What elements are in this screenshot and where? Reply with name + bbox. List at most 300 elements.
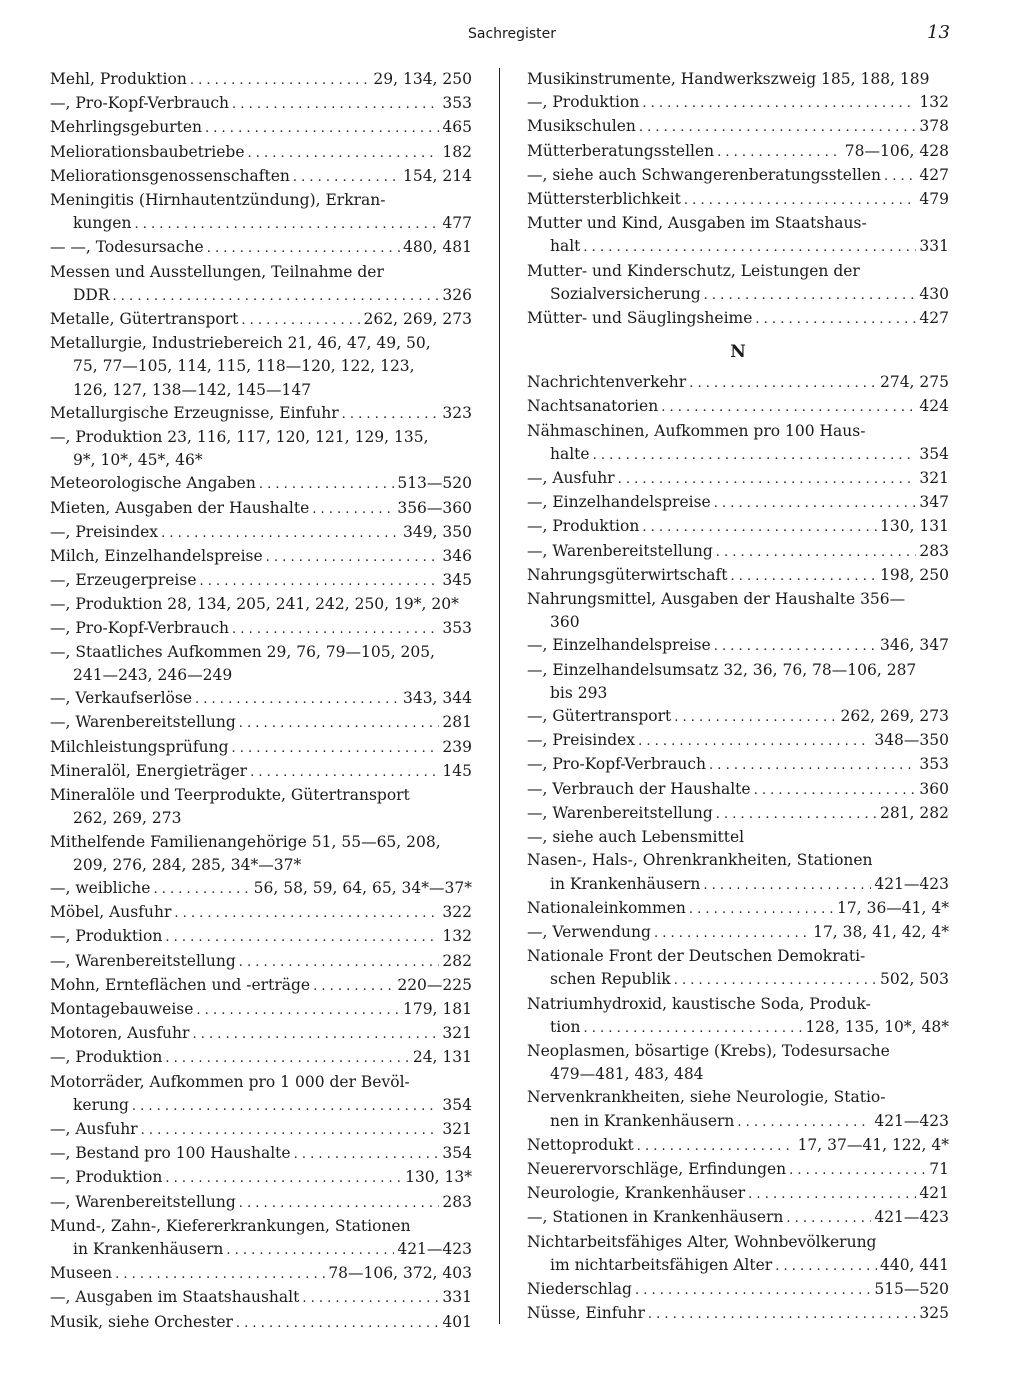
page-reference: 78—106, 372, 403 bbox=[328, 1264, 472, 1283]
leader-dots bbox=[737, 1111, 871, 1134]
index-line bbox=[527, 68, 949, 91]
leader-dots bbox=[313, 975, 394, 998]
leader-dots bbox=[134, 213, 439, 236]
index-line bbox=[527, 91, 949, 115]
index-entry bbox=[50, 760, 472, 784]
index-term: —, Warenbereitstellung bbox=[527, 803, 713, 822]
leader-dots bbox=[153, 878, 250, 901]
leader-dots bbox=[730, 565, 877, 588]
index-line bbox=[527, 371, 949, 395]
index-entry bbox=[50, 736, 472, 760]
index-term: Metallurgie, Industriebereich 21, 46, 47, 49, 50, bbox=[50, 334, 431, 353]
page-reference: 323 bbox=[442, 403, 472, 422]
index-entry bbox=[527, 634, 949, 658]
index-entry bbox=[50, 116, 472, 140]
page-reference: 401 bbox=[442, 1312, 472, 1331]
index-term: Nationale Front der Deutschen Demokrati- bbox=[527, 947, 866, 966]
index-line bbox=[527, 611, 949, 634]
leader-dots bbox=[132, 1095, 440, 1118]
index-entry bbox=[527, 1206, 949, 1230]
leader-dots bbox=[584, 1017, 803, 1040]
index-line bbox=[50, 877, 472, 901]
index-entry bbox=[50, 308, 472, 332]
index-term: —, Warenbereitstellung bbox=[50, 951, 236, 970]
index-line bbox=[527, 540, 949, 564]
index-line bbox=[527, 849, 949, 872]
index-line bbox=[50, 925, 472, 949]
index-term: 262, 269, 273 bbox=[73, 809, 182, 828]
index-line bbox=[50, 854, 472, 877]
leader-dots bbox=[165, 926, 439, 949]
page-reference: 17, 37—41, 122, 4* bbox=[797, 1135, 949, 1154]
index-entry bbox=[50, 68, 472, 92]
index-line bbox=[527, 778, 949, 802]
leader-dots bbox=[294, 1143, 440, 1166]
index-term: Nachrichtenverkehr bbox=[527, 373, 687, 392]
index-entry bbox=[50, 593, 472, 616]
page-reference: 354 bbox=[442, 1095, 472, 1114]
leader-dots bbox=[266, 546, 440, 569]
index-term: 9*, 10*, 45*, 46* bbox=[73, 451, 203, 470]
index-entry bbox=[527, 188, 949, 212]
page-reference: 424 bbox=[919, 397, 949, 416]
index-entry bbox=[50, 1142, 472, 1166]
leader-dots bbox=[618, 468, 917, 491]
index-line bbox=[527, 897, 949, 921]
index-entry bbox=[50, 950, 472, 974]
index-term: schen Republik bbox=[550, 970, 671, 989]
index-term: —, Gütertransport bbox=[527, 707, 672, 726]
index-entry bbox=[50, 1215, 472, 1262]
page-reference: 515—520 bbox=[874, 1279, 949, 1298]
page-reference: 348—350 bbox=[874, 731, 949, 750]
index-term: Meningitis (Hirnhautentzündung), Erkran- bbox=[50, 191, 386, 210]
leader-dots bbox=[642, 92, 916, 115]
index-line bbox=[527, 1040, 949, 1063]
leader-dots bbox=[789, 1159, 926, 1182]
index-entry bbox=[527, 849, 949, 896]
leader-dots bbox=[232, 737, 440, 760]
leader-dots bbox=[239, 951, 440, 974]
page-reference: 239 bbox=[442, 737, 472, 756]
index-term: Milch, Einzelhandelspreise bbox=[50, 547, 263, 566]
page-reference: 132 bbox=[442, 927, 472, 946]
leader-dots bbox=[232, 618, 439, 641]
index-line bbox=[527, 564, 949, 588]
page-reference: 378 bbox=[919, 117, 949, 136]
page-header bbox=[0, 22, 1024, 46]
index-term: Montagebauweise bbox=[50, 999, 194, 1018]
leader-dots bbox=[637, 1135, 795, 1158]
index-column-right bbox=[527, 68, 949, 1326]
index-term: Nettoprodukt bbox=[527, 1135, 634, 1154]
leader-dots bbox=[207, 237, 400, 260]
index-entry bbox=[527, 1231, 949, 1278]
running-title: Sachregister bbox=[467, 26, 557, 42]
index-line bbox=[50, 807, 472, 830]
page-reference: 360 bbox=[919, 779, 949, 798]
index-entry bbox=[527, 897, 949, 921]
index-term: Nichtarbeitsfähiges Alter, Wohnbevölkerung bbox=[527, 1232, 877, 1251]
index-line bbox=[527, 420, 949, 443]
index-term: —, Erzeugerpreise bbox=[50, 571, 197, 590]
index-entry bbox=[527, 515, 949, 539]
index-column-left bbox=[50, 68, 472, 1335]
index-line bbox=[527, 1302, 949, 1326]
page-reference: 281, 282 bbox=[879, 803, 949, 822]
page-reference: 477 bbox=[442, 214, 472, 233]
page-reference: 421—423 bbox=[397, 1239, 472, 1258]
page-reference: 502, 503 bbox=[879, 970, 949, 989]
index-line bbox=[527, 1086, 949, 1109]
index-term: Nüsse, Einfuhr bbox=[527, 1304, 645, 1323]
leader-dots bbox=[174, 902, 439, 925]
index-term: Mohn, Ernteflächen und -erträge bbox=[50, 975, 311, 994]
index-line bbox=[527, 993, 949, 1016]
leader-dots bbox=[638, 730, 871, 753]
index-line bbox=[527, 212, 949, 235]
index-entry bbox=[50, 545, 472, 569]
page-reference: 24, 131 bbox=[412, 1048, 472, 1067]
index-entry bbox=[527, 945, 949, 992]
index-line bbox=[527, 682, 949, 705]
index-term: Milchleistungsprüfung bbox=[50, 737, 229, 756]
index-line bbox=[50, 355, 472, 378]
page-reference: 346 bbox=[442, 547, 472, 566]
index-entry bbox=[527, 91, 949, 115]
index-entry bbox=[527, 1182, 949, 1206]
leader-dots bbox=[689, 898, 834, 921]
index-term: kerung bbox=[73, 1095, 129, 1114]
index-line bbox=[527, 443, 949, 467]
index-term: Metalle, Gütertransport bbox=[50, 310, 239, 329]
index-term: Neoplasmen, bösartige (Krebs), Todesursache bbox=[527, 1041, 890, 1060]
index-term: —, Staatliches Aufkommen 29, 76, 79—105, 205, bbox=[50, 642, 435, 661]
index-term: halte bbox=[550, 444, 590, 463]
index-term: Nahrungsgüterwirtschaft bbox=[527, 565, 728, 584]
index-term: —, Einzelhandelspreise bbox=[527, 493, 711, 512]
index-line bbox=[50, 116, 472, 140]
index-term: —, Stationen in Krankenhäusern bbox=[527, 1208, 784, 1227]
index-entry bbox=[50, 261, 472, 308]
index-term: —, Einzelhandelsumsatz 32, 36, 76, 78—106, 287 bbox=[527, 660, 917, 679]
index-term: —, Verwendung bbox=[527, 922, 651, 941]
index-term: 126, 127, 138—142, 145—147 bbox=[73, 380, 312, 399]
index-term: Mehrlingsgeburten bbox=[50, 118, 203, 137]
index-term: —, Ausfuhr bbox=[50, 1119, 138, 1138]
index-term: Musikschulen bbox=[527, 117, 636, 136]
index-entry bbox=[50, 974, 472, 998]
page-reference: 421 bbox=[919, 1184, 949, 1203]
index-line bbox=[527, 188, 949, 212]
index-entry bbox=[527, 395, 949, 419]
page-reference: 322 bbox=[442, 903, 472, 922]
index-term: Mutter und Kind, Ausgaben im Staatshaus- bbox=[527, 214, 867, 233]
index-line bbox=[527, 634, 949, 658]
page-reference: 182 bbox=[442, 142, 472, 161]
index-term: Musik, siehe Orchester bbox=[50, 1312, 233, 1331]
index-term: —, Ausgaben im Staatshaushalt bbox=[50, 1288, 300, 1307]
index-entry bbox=[50, 877, 472, 901]
leader-dots bbox=[259, 473, 395, 496]
index-entry bbox=[527, 778, 949, 802]
leader-dots bbox=[684, 189, 916, 212]
index-line bbox=[527, 729, 949, 753]
index-term: Mutter- und Kinderschutz, Leistungen der bbox=[527, 261, 860, 280]
index-line bbox=[527, 1182, 949, 1206]
index-term: Museen bbox=[50, 1264, 113, 1283]
index-term: Metallurgische Erzeugnisse, Einfuhr bbox=[50, 403, 339, 422]
index-line bbox=[50, 402, 472, 426]
index-term: —, Ausfuhr bbox=[527, 469, 615, 488]
leader-dots bbox=[642, 516, 877, 539]
index-term: —, Produktion 23, 116, 117, 120, 121, 129, 135, bbox=[50, 428, 429, 447]
index-entry bbox=[50, 521, 472, 545]
page-reference: 353 bbox=[442, 618, 472, 637]
page-reference: 356—360 bbox=[397, 498, 472, 517]
leader-dots bbox=[250, 761, 439, 784]
index-term: Meteorologische Angaben bbox=[50, 474, 256, 493]
leader-dots bbox=[714, 492, 917, 515]
leader-dots bbox=[704, 284, 917, 307]
index-term: Mund-, Zahn-, Kiefererkrankungen, Stationen bbox=[50, 1216, 411, 1235]
index-line bbox=[527, 659, 949, 682]
index-line bbox=[527, 802, 949, 826]
index-line bbox=[50, 641, 472, 664]
leader-dots bbox=[654, 922, 810, 945]
index-entry bbox=[50, 472, 472, 496]
index-term: Musikinstrumente, Handwerkszweig 185, 188, 189 bbox=[527, 70, 930, 88]
index-term: 241—243, 246—249 bbox=[73, 666, 233, 685]
index-term: Möbel, Ausfuhr bbox=[50, 903, 172, 922]
index-line bbox=[50, 141, 472, 165]
index-entry bbox=[50, 1071, 472, 1118]
index-line bbox=[50, 497, 472, 521]
index-line bbox=[50, 308, 472, 332]
page-reference: 421—423 bbox=[874, 1208, 949, 1227]
index-entry bbox=[50, 1022, 472, 1046]
index-line bbox=[50, 521, 472, 545]
page-reference: 353 bbox=[919, 755, 949, 774]
index-entry bbox=[50, 1166, 472, 1190]
index-entry bbox=[50, 92, 472, 116]
index-entry bbox=[50, 1262, 472, 1286]
index-term: Mieten, Ausgaben der Haushalte bbox=[50, 498, 310, 517]
index-entry bbox=[527, 140, 949, 164]
column-divider bbox=[499, 68, 500, 1324]
index-line bbox=[50, 449, 472, 472]
page-reference: 345 bbox=[442, 571, 472, 590]
index-entry bbox=[50, 426, 472, 472]
leader-dots bbox=[165, 1047, 410, 1070]
page-reference: 262, 269, 273 bbox=[363, 310, 472, 329]
page-reference: 353 bbox=[442, 94, 472, 113]
index-line bbox=[527, 945, 949, 968]
index-line bbox=[527, 826, 949, 849]
index-line bbox=[527, 1063, 949, 1086]
index-line bbox=[527, 307, 949, 331]
page-reference: 440, 441 bbox=[879, 1255, 949, 1274]
index-entry bbox=[50, 831, 472, 877]
index-entry bbox=[527, 307, 949, 331]
index-term: Motorräder, Aufkommen pro 1 000 der Bevöl- bbox=[50, 1072, 410, 1091]
index-line bbox=[527, 164, 949, 188]
index-line bbox=[50, 165, 472, 189]
index-term: in Krankenhäusern bbox=[73, 1239, 224, 1258]
index-entry bbox=[527, 921, 949, 945]
index-line bbox=[50, 332, 472, 355]
index-line bbox=[50, 736, 472, 760]
leader-dots bbox=[232, 93, 439, 116]
index-line bbox=[50, 545, 472, 569]
page-reference: 78—106, 428 bbox=[844, 141, 949, 160]
page-reference: 343, 344 bbox=[402, 689, 472, 708]
leader-dots bbox=[583, 236, 916, 259]
page-reference: 321 bbox=[442, 1024, 472, 1043]
leader-dots bbox=[312, 498, 394, 521]
page-reference: 326 bbox=[442, 285, 472, 304]
index-entry bbox=[527, 705, 949, 729]
page-reference: 346, 347 bbox=[879, 636, 949, 655]
leader-dots bbox=[239, 1192, 440, 1215]
index-term: —, Preisindex bbox=[527, 731, 636, 750]
index-term: —, Pro-Kopf-Verbrauch bbox=[527, 755, 707, 774]
index-line bbox=[527, 140, 949, 164]
index-line bbox=[527, 395, 949, 419]
index-term: Nahrungsmittel, Ausgaben der Haushalte 356— bbox=[527, 590, 906, 609]
index-entry bbox=[527, 1278, 949, 1302]
page-reference: 282 bbox=[442, 951, 472, 970]
leader-dots bbox=[716, 541, 917, 564]
index-term: —, siehe auch Schwangerenberatungsstellen bbox=[527, 165, 882, 184]
index-line bbox=[50, 1262, 472, 1286]
index-line bbox=[50, 212, 472, 236]
leader-dots bbox=[775, 1255, 877, 1278]
leader-dots bbox=[674, 969, 877, 992]
index-line bbox=[50, 1286, 472, 1310]
leader-dots bbox=[786, 1207, 871, 1230]
index-entry bbox=[50, 497, 472, 521]
index-entry bbox=[50, 1118, 472, 1142]
page-reference: 354 bbox=[442, 1144, 472, 1163]
leader-dots bbox=[165, 1167, 402, 1190]
index-entry bbox=[50, 332, 472, 402]
index-entry bbox=[527, 212, 949, 259]
index-line bbox=[50, 569, 472, 593]
index-line bbox=[50, 1215, 472, 1238]
index-line bbox=[527, 968, 949, 992]
index-line bbox=[50, 92, 472, 116]
page-reference: 130, 13* bbox=[405, 1168, 472, 1187]
index-entry bbox=[50, 402, 472, 426]
leader-dots bbox=[661, 396, 916, 419]
page-reference: 274, 275 bbox=[879, 373, 949, 392]
index-entry bbox=[50, 925, 472, 949]
index-entry bbox=[50, 1046, 472, 1070]
index-term: —, Produktion bbox=[527, 93, 640, 112]
index-line bbox=[50, 1238, 472, 1262]
index-term: 75, 77—105, 114, 115, 118—120, 122, 123, bbox=[73, 357, 415, 376]
page-reference: 331 bbox=[919, 237, 949, 256]
index-entry bbox=[50, 189, 472, 236]
index-term: DDR bbox=[73, 285, 110, 304]
index-line bbox=[527, 235, 949, 259]
leader-dots bbox=[648, 1303, 917, 1326]
index-line bbox=[50, 68, 472, 92]
index-entry bbox=[50, 165, 472, 189]
leader-dots bbox=[635, 1279, 871, 1302]
index-line bbox=[527, 1134, 949, 1158]
index-term: —, siehe auch Lebensmittel bbox=[527, 828, 745, 847]
index-line bbox=[50, 1118, 472, 1142]
index-line bbox=[527, 1016, 949, 1040]
index-term: —, Produktion bbox=[50, 927, 163, 946]
index-line bbox=[50, 189, 472, 212]
page-reference: 479 bbox=[919, 190, 949, 209]
index-line bbox=[50, 379, 472, 402]
leader-dots bbox=[226, 1239, 394, 1262]
index-entry bbox=[527, 115, 949, 139]
page-reference: 321 bbox=[442, 1119, 472, 1138]
index-term: Neurologie, Krankenhäuser bbox=[527, 1184, 746, 1203]
index-entry bbox=[527, 1086, 949, 1133]
page-reference: 283 bbox=[442, 1192, 472, 1211]
index-term: —, Produktion bbox=[527, 517, 640, 536]
index-line bbox=[527, 491, 949, 515]
page-reference: 262, 269, 273 bbox=[840, 707, 949, 726]
index-line bbox=[50, 711, 472, 735]
index-term: —, Pro-Kopf-Verbrauch bbox=[50, 94, 230, 113]
page-reference: 421—423 bbox=[874, 1111, 949, 1130]
index-entry bbox=[527, 420, 949, 467]
index-line bbox=[50, 617, 472, 641]
page-reference: 281 bbox=[442, 713, 472, 732]
index-entry bbox=[527, 659, 949, 705]
index-term: —, Einzelhandelspreise bbox=[527, 636, 711, 655]
leader-dots bbox=[141, 1119, 440, 1142]
index-line bbox=[50, 1071, 472, 1094]
leader-dots bbox=[754, 779, 917, 802]
leader-dots bbox=[639, 116, 917, 139]
leader-dots bbox=[703, 874, 871, 897]
index-line bbox=[50, 1094, 472, 1118]
page-reference: 421—423 bbox=[874, 874, 949, 893]
index-term: —, Produktion bbox=[50, 1168, 163, 1187]
leader-dots bbox=[236, 1312, 440, 1335]
section-letter: N bbox=[730, 342, 746, 363]
index-term: Mütter- und Säuglingsheime bbox=[527, 309, 753, 328]
index-line bbox=[527, 921, 949, 945]
leader-dots bbox=[593, 444, 917, 467]
index-line bbox=[50, 687, 472, 711]
leader-dots bbox=[342, 403, 440, 426]
index-term: —, Verkaufserlöse bbox=[50, 689, 193, 708]
index-line bbox=[527, 1158, 949, 1182]
index-entry bbox=[50, 784, 472, 830]
page-reference: 132 bbox=[919, 93, 949, 112]
index-term: Mehl, Produktion bbox=[50, 70, 187, 88]
leader-dots bbox=[115, 1263, 325, 1286]
index-entry bbox=[50, 1311, 472, 1335]
leader-dots bbox=[674, 706, 837, 729]
index-term: —, Warenbereitstellung bbox=[50, 713, 236, 732]
index-group-n bbox=[527, 371, 949, 1326]
leader-dots bbox=[113, 285, 440, 308]
page-reference: 130, 131 bbox=[879, 517, 949, 536]
index-term: Nähmaschinen, Aufkommen pro 100 Haus- bbox=[527, 421, 866, 440]
index-line bbox=[50, 1311, 472, 1335]
index-line bbox=[50, 831, 472, 854]
